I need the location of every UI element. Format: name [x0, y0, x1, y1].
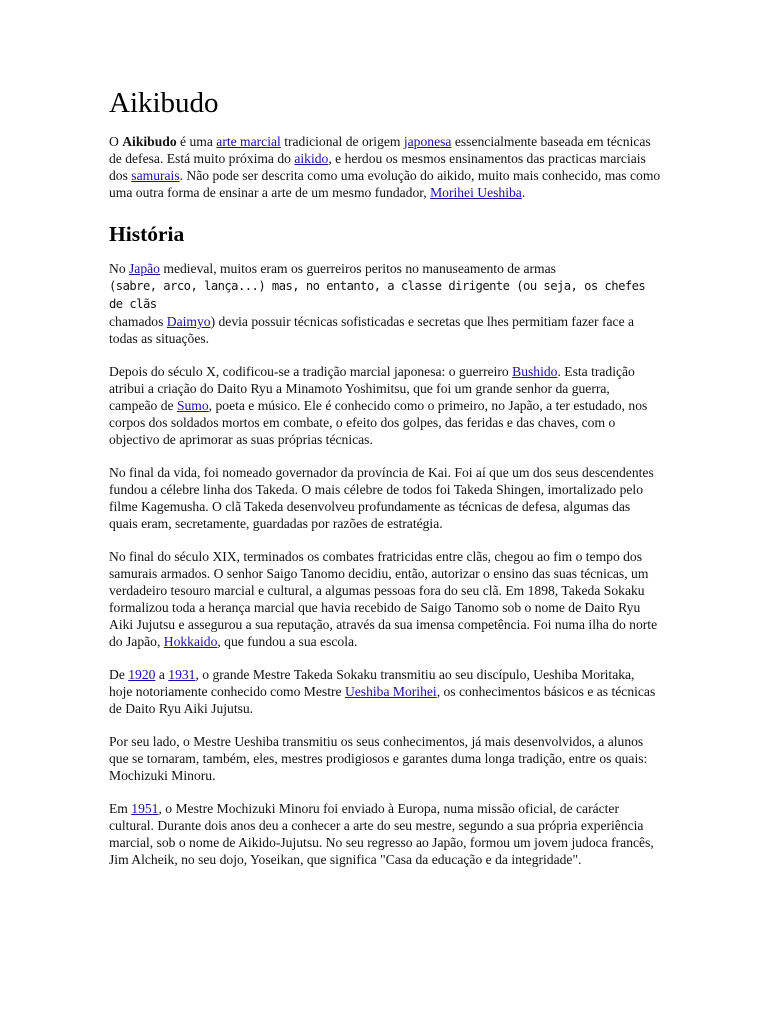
text-run: No final do século XIX, terminados os combates fratricidas entre clãs, chegou ao fim o tempo dos samurais armados. O senhor Saigo Tanomo decidiu, então, autorizar o ensino das suas técnicas, um verdadeiro tesouro marcial e cultural, a algumas pessoas fora do seu clã. Em 1898, Takeda Sokaku formalizou toda a herança marcial que havia recebido de Saigo Tanomo sob o nome de Daito Ryu Aiki Jujutsu e assegurou a sua reputação, através da sua imensa competência. Foi numa ilha do norte do Japão, [109, 549, 658, 649]
link-1951[interactable]: 1951 [131, 801, 159, 816]
text-run: Em [109, 801, 132, 816]
link-japao[interactable]: Japão [129, 261, 160, 276]
text-run: O [109, 134, 123, 149]
bold-term: Aikibudo [122, 134, 177, 149]
link-hokkaido[interactable]: Hokkaido [163, 634, 218, 649]
text-run: De [109, 667, 129, 682]
text-run: Depois do século X, codificou-se a tradição marcial japonesa: o guerreiro [109, 364, 513, 379]
text-run: , que fundou a sua escola. [217, 634, 358, 649]
link-bushido[interactable]: Bushido [512, 364, 558, 379]
text-run: , e herdou os mesmos ensinamentos das practicas marciais dos [109, 151, 646, 183]
link-samurais[interactable]: samurais [131, 168, 180, 183]
text-run: ) devia possuir técnicas sofisticadas e secretas que lhes permitiam fazer face a todas as situações. [109, 314, 635, 346]
link-ueshiba-morihei[interactable]: Ueshiba Morihei [344, 684, 437, 699]
link-morihei-ueshiba[interactable]: Morihei Ueshiba [430, 185, 522, 200]
link-japonesa[interactable]: japonesa [403, 134, 452, 149]
link-1931[interactable]: 1931 [168, 667, 196, 682]
link-aikido[interactable]: aikido [294, 151, 329, 166]
historia-paragraph-6: Por seu lado, o Mestre Ueshiba transmitiu os seus conhecimentos, já mais desenvolvidos, a alunos que se tornaram, também, eles, mestres prodigiosos e garantes duma longa tradição, entre os quais: Mochizuki Minoru. [109, 734, 648, 783]
text-run: medieval, muitos eram os guerreiros peritos no manuseamento de armas [159, 261, 556, 276]
text-run: , poeta e músico. Ele é conhecido como o primeiro, no Japão, a ter estudado, nos corpos dos soldados mortos em combate, o efeito dos golpes, das feridas e das chaves, com o objectivo de aprimorar as suas próprias técnicas. [109, 398, 648, 447]
text-run: . Esta tradição atribui a criação do Daito Ryu a Minamoto Yoshimitsu, que foi um grande senhor da guerra, campeão de [109, 364, 635, 413]
text-run: chamados [109, 314, 167, 329]
document-page [109, 86, 661, 884]
text-run: tradicional de origem [280, 134, 404, 149]
link-1920[interactable]: 1920 [128, 667, 156, 682]
section-heading-historia: História [109, 222, 185, 246]
text-run: . [521, 185, 526, 200]
text-run: essencialmente baseada em técnicas de defesa. Está muito próxima do [109, 134, 651, 166]
link-daimyo[interactable]: Daimyo [166, 314, 211, 329]
text-run: , os conhecimentos básicos e as técnicas de Daito Ryu Aiki Jujutsu. [109, 684, 656, 716]
text-run-mono: (sabre, arco, lança...) mas, no entanto, a classe dirigente (ou seja, os chefes de clãs [109, 279, 646, 311]
text-run: . Não pode ser descrita como uma evolução do aikido, muito mais conhecido, mas como uma outra forma de ensinar a arte de um mesmo fundador, [109, 168, 661, 200]
text-run: No [109, 261, 130, 276]
link-arte-marcial[interactable]: arte marcial [216, 134, 281, 149]
text-run: é uma [176, 134, 217, 149]
historia-paragraph-4 [109, 548, 661, 650]
text-run: a [155, 667, 169, 682]
historia-paragraph-1 [109, 260, 661, 347]
historia-paragraph-2 [109, 363, 661, 448]
text-run: , o Mestre Mochizuki Minoru foi enviado à Europa, numa missão oficial, de carácter cultural. Durante dois anos deu a conhecer a arte do seu mestre, segundo a sua própria experiência marcial, sob o nome de Aikido-Jujutsu. No seu regresso ao Japão, formou um jovem judoca francês, Jim Alcheik, no seu dojo, Yoseikan, que significa "Casa da educação e da integridade". [109, 801, 654, 867]
intro-paragraph [109, 133, 661, 201]
historia-paragraph-7 [109, 800, 661, 868]
page-title: Aikibudo [109, 87, 219, 119]
link-sumo[interactable]: Sumo [176, 398, 209, 413]
historia-paragraph-3: No final da vida, foi nomeado governador da província de Kai. Foi aí que um dos seus descendentes fundou a célebre linha dos Takeda. O mais célebre de todos foi Takeda Shingen, imortalizado pelo filme Kagemusha. O clã Takeda desenvolveu profundamente as técnicas de defesa, algumas das quais eram, secretamente, guardadas por razões de estratégia. [109, 465, 654, 531]
text-run: , o grande Mestre Takeda Sokaku transmitiu ao seu discípulo, Ueshiba Moritaka, hoje notoriamente conhecido como Mestre [109, 667, 635, 699]
historia-paragraph-5 [109, 666, 661, 717]
